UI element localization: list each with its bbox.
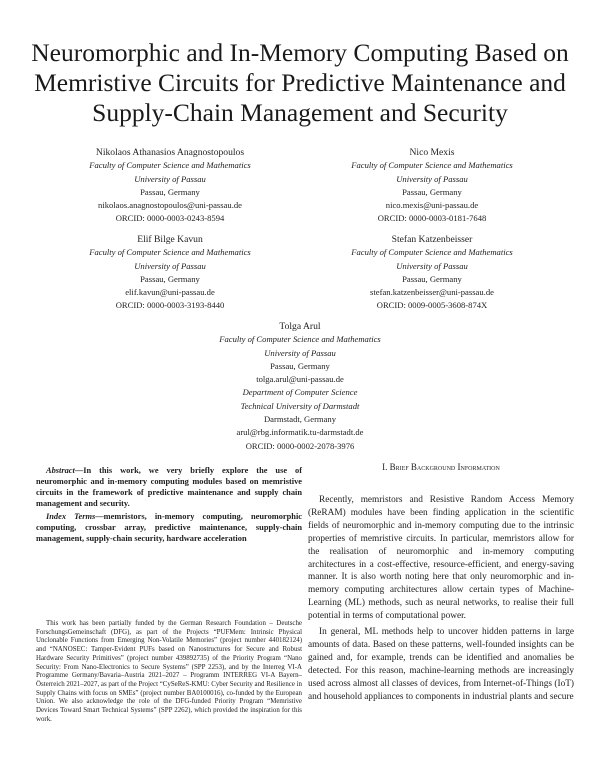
author-email[interactable]: tolga.arul@uni-passau.de [256,374,344,385]
index-terms [36,511,302,544]
author-university: University of Passau [134,260,206,271]
author-university-2: Technical University of Darmstadt [240,400,360,411]
author-faculty: Faculty of Computer Science and Mathematics [89,160,251,171]
author-location: Passau, Germany [402,186,462,197]
abstract [36,465,302,509]
author-name: Elif Bilge Kavun [137,234,203,245]
index-terms-text: —memristors, in-memory computing, neuromorphic computing, crossbar array, predictive maintenance, supply-chain management, supply-chain security, hardware acceleration [36,512,302,543]
author-email[interactable]: nico.mexis@uni-passau.de [385,200,479,211]
author-orcid: ORCID: 0000-0003-3193-8440 [115,300,225,311]
author-university: University of Passau [264,347,336,358]
paragraph: Recently, memristors and Resistive Random Access Memory (ReRAM) modules have been finding application in the scientific fields of neuromorphic and in-memory computing due to the intrinsic properties of memristive circuits. In particular, memristors allow for the realisation of neuromorphic and in-memory computing architectures in a cost-effective, resource-efficient, and energy-saving manner. It is also worth noting here that only neuromorphic and in-memory computing architectures allow certain types of Machine-Learning (ML) methods, such as neural networks, to realise their full potential in terms of computational power. [308,495,574,622]
author-email-2[interactable]: arul@rbg.informatik.tu-darmstadt.de [236,427,364,438]
paragraph: In general, ML methods help to uncover hidden patterns in large amounts of data. Based on these patterns, well-founded insights can be gained and, for example, trends can be identified and anomalies be detected. For this reason, machine-learning methods are increasingly used across almost all classes of devices, from Internet-of-Things (IoT) and household appliances to components in industrial plants and secure [308,627,574,702]
author-faculty: Faculty of Computer Science and Mathematics [219,334,381,345]
abstract-label: Abstract [46,466,75,475]
author-location: Passau, Germany [140,273,200,284]
paper-title: Neuromorphic and In-Memory Computing Based on Memristive Circuits for Predictive Maintenance and Supply-Chain Management and Security [31,38,569,127]
author-faculty: Faculty of Computer Science and Mathematics [89,247,251,258]
abstract-text: —In this work, we very briefly explore the use of neuromorphic and in-memory computing modules based on memristive circuits in the framework of predictive maintenance and supply chain management and security. [36,466,302,508]
author-orcid: ORCID: 0000-0003-0243-8594 [115,213,225,224]
funding-footnote: This work has been partially funded by the German Research Foundation – Deutsche ForschungsGemeinschaft (DFG), as part of the Projects “PUFMem: Intrinsic Physical Unclonable Functions from Emerging Non-Volatile Memories” (project number 440182124) and “NANOSEC: Tamper-Evident PUFs based on Nanostructures for Secure and Robust Hardware Security Primitives” (project number 439892735) of the Priority Program “Nano Security: From Nano-Electronics to Secure Systems” (SPP 2253), and by the Interreg VI-A Programme Germany/Bavaria–Austria 2021–2027 – Programm INTERREG VI-A Bayern–Österreich 2021–2027, as part of the Project “CySeReS-KMU: Cyber Security and Resilience in Supply Chains with focus on SMEs” (project number BA0100016), co-funded by the European Union. We also acknowledge the role of the DFG-funded Priority Program “Memristive Devices Toward Smart Technical Systems” (SPP 2262), which provided the inspiration for this work. [36,620,302,723]
author-location: Passau, Germany [270,360,330,371]
author-university: University of Passau [396,260,468,271]
section-body [308,494,574,707]
author-location-2: Darmstadt, Germany [263,414,337,425]
author-name: Nico Mexis [409,147,455,158]
author-orcid: ORCID: 0000-0003-0181-7648 [377,213,487,224]
author-email[interactable]: nikolaos.anagnostopoulos@uni-passau.de [98,200,242,211]
author-faculty: Faculty of Computer Science and Mathematics [351,160,513,171]
author-email[interactable]: stefan.katzenbeisser@uni-passau.de [370,287,494,298]
author-university: University of Passau [134,173,206,184]
author-department: Department of Computer Science [242,387,358,398]
author-name: Tolga Arul [279,321,321,332]
author-email[interactable]: elif.kavun@uni-passau.de [125,287,215,298]
author-location: Passau, Germany [140,186,200,197]
author-block [302,146,562,226]
author-orcid: ORCID: 0009-0005-3608-874X [376,300,488,311]
author-university: University of Passau [396,173,468,184]
author-block [40,146,300,226]
author-block [170,320,430,453]
section-heading: I. Brief Background Information [382,462,500,472]
author-block [302,233,562,313]
abstract-section [36,465,302,546]
author-faculty: Faculty of Computer Science and Mathematics [351,247,513,258]
author-block [40,233,300,313]
author-location: Passau, Germany [402,273,462,284]
author-name: Stefan Katzenbeisser [391,234,473,245]
index-terms-label: Index Terms [46,512,96,521]
author-orcid: ORCID: 0000-0002-2078-3976 [245,440,355,451]
author-name: Nikolaos Athanasios Anagnostopoulos [95,147,245,158]
